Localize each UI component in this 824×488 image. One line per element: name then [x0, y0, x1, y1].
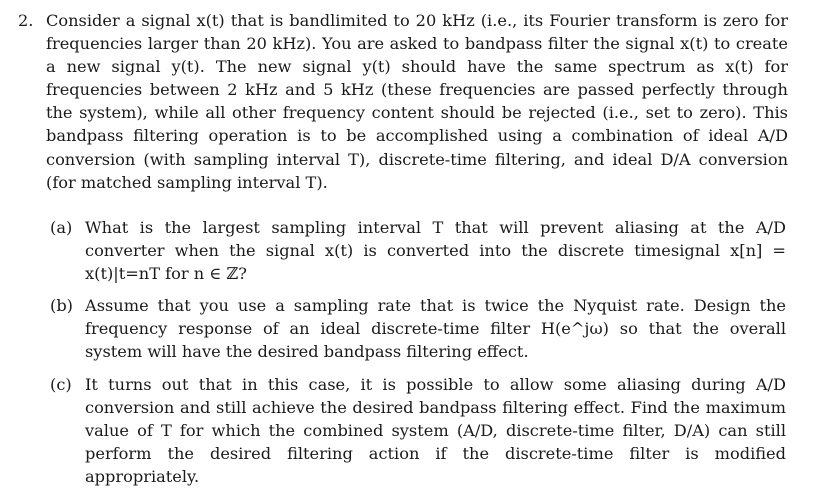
subquestion-c	[50, 373, 786, 488]
subquestion-text: It turns out that in this case, it is possible to allow some aliasing during A/D conversion and still achieve the desired bandpass filtering effect. Find the maximum value of T for which the combined system (A/D, discrete-time filter, D/A) can still perform the desired filtering action if the discrete-time filter is modified appropriately.	[85, 374, 786, 486]
subquestion-label: (a)	[50, 218, 73, 237]
subquestion-text: Assume that you use a sampling rate that is twice the Nyquist rate. Design the frequency response of an ideal discrete-time filter H(e^jω) so that the overall system will have the desired bandpass filtering effect.	[85, 296, 786, 362]
subquestion-label: (c)	[50, 374, 72, 394]
subquestion-text: What is the largest sampling interval T that will prevent aliasing at the A/D converter when the signal x(t) is converted into the discrete timesignal x[n] = x(t)|t=nT for n ∈ ℤ?	[85, 218, 786, 284]
subquestion-list	[50, 216, 786, 488]
subquestion-a	[50, 216, 786, 285]
problem-text: Consider a signal x(t) that is bandlimited to 20 kHz (i.e., its Fourier transform is zero for frequencies larger than 20 kHz). You are asked to bandpass filter the signal x(t) to create a new signal y(t). The new signal y(t) should have the same spectrum as x(t) for frequencies between 2 kHz and 5 kHz (these frequencies are passed perfectly through the system), while all other frequency content should be rejected (i.e., set to zero). This bandpass filtering operation is to be accomplished using a combination of ideal A/D conversion (with sampling interval T), discrete-time filtering, and ideal D/A conversion (for matched sampling interval T).	[46, 11, 788, 192]
subquestion-b	[50, 294, 786, 363]
subquestion-label: (b)	[50, 296, 73, 316]
problem-statement	[18, 9, 788, 194]
problem-number: 2.	[18, 11, 34, 30]
